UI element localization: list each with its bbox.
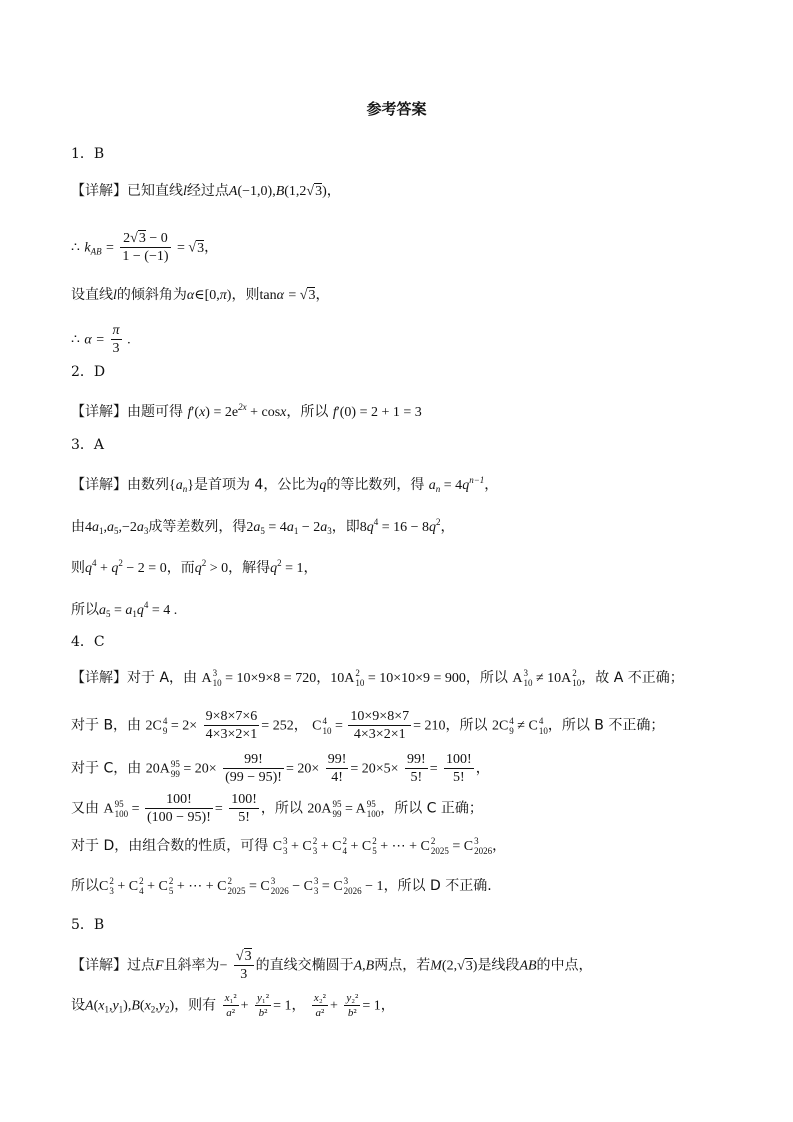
answer-4-line-3: 对于 C，由 20A 95 99 = 20× $\frac{99!}{(99 - 95)!}$ = 20× $\frac{99!}{4!}$ = 20×5× $\frac{99!}{5!}$ = $\frac{100!}{5!}$ ， bbox=[71, 752, 490, 785]
answer-1-heading: 1．B bbox=[71, 146, 105, 162]
answer-4-line-2: 对于 B，由 2C 4 9 = 2× $\frac{9\times 8\times 7\times 6}{4\times 3\times 2\times 1}$ = 252， C 4 10 = $\frac{10\times 9\times 8\times 7}{4\times 3\times 2\times 1}$ = 210，所以 2C 4 9 ≠ C 4 10 ，所以 B 不正确； bbox=[71, 709, 665, 742]
answer-3-line-3: 则$q^4 + q^2 - 2 = 0$，而$q^2 > 0$，解得$q^2 = 1$， bbox=[71, 558, 318, 576]
answer-3-heading: 3．A bbox=[71, 437, 105, 453]
answer-3-line-2: 由$4a_1,a_5,-2a_3$成等差数列，得$2a_5 = 4a_1 - 2a_3$，即$8q^4 = 16 - 8q^2$， bbox=[71, 517, 455, 536]
answer-4-line-5: 对于 D，由组合数的性质，可得 C 3 3 + C 2 3 + C 2 4 + C 2 5 + ⋯ + C 2 2025 = C 3 2026 ， bbox=[71, 836, 507, 856]
answer-5-line-2: 设$A(x_1,y_1),B(x_2,y_2)$，则有 $\frac{\text{x₁²}}{\text{a²}}$ + $\frac{\text{y₁²}}{\text{b²}}$ = 1， $\frac{\text{x₂²}}{\text{a²}}$ + $\frac{\text{y₂²}}{\text{b²}}$ = 1， bbox=[71, 992, 395, 1019]
answer-1-line-3: 设直线l的倾斜角为α∈[0,π)，则tanα = √3， bbox=[71, 287, 330, 303]
answer-5-line-1: 【详解】过点F且斜率为− $\frac{√3}{3}$ 的直线交椭圆于A,B两点，若M(2,√3)是线段AB的中点， bbox=[71, 949, 593, 982]
answer-3-line-1: 【详解】由数列$\{a_n\}$是首项为 4，公比为q的等比数列，得 $a_n = 4q^{n-1}$， bbox=[71, 475, 499, 494]
page-title: 参考答案 bbox=[366, 100, 427, 118]
answer-1-line-1: 【详解】已知直线l经过点A(−1,0),B(1,2√3)， bbox=[71, 183, 341, 199]
answer-4-line-1: 【详解】对于 A，由 A 3 10 = 10×9×8 = 720，10A 2 10 = 10×10×9 = 900，所以 A 3 10 ≠ 10A 2 10 ，故 A 不正确； bbox=[71, 668, 684, 688]
answer-2-line-1: 【详解】由题可得 $f'(x) = 2e^{2x} + \cos x$，所以 f′(0) = 2 + 1 = 3 bbox=[71, 402, 422, 420]
answer-2-heading: 2．D bbox=[71, 364, 106, 380]
answer-4-heading: 4．C bbox=[71, 634, 105, 650]
answer-3-line-4: 所以$a_5 = a_1q^4 = 4$ . bbox=[71, 600, 178, 619]
answer-4-line-6: 所以C 2 3 + C 2 4 + C 2 5 + ⋯ + C 2 2025 = C 3 2026 − C 3 3 = C 3 2026 − 1，所以 D 不正确. bbox=[71, 876, 492, 896]
answer-4-line-4: 又由 A 95 100 = $\frac{100!}{(100 - 95)!}$ = $\frac{100!}{5!}$ ，所以 20A 95 99 = A 95 100 ，所以 C 正确； bbox=[71, 792, 483, 825]
answer-1-line-2: ∴ $k_{AB}$ = $\frac{2√3 - 0}{1 - (-1)}$ = √3， bbox=[71, 231, 219, 264]
answer-5-heading: 5．B bbox=[71, 917, 105, 933]
answer-1-line-4: ∴ α = $\frac{\pi}{3}$ . bbox=[71, 323, 131, 356]
